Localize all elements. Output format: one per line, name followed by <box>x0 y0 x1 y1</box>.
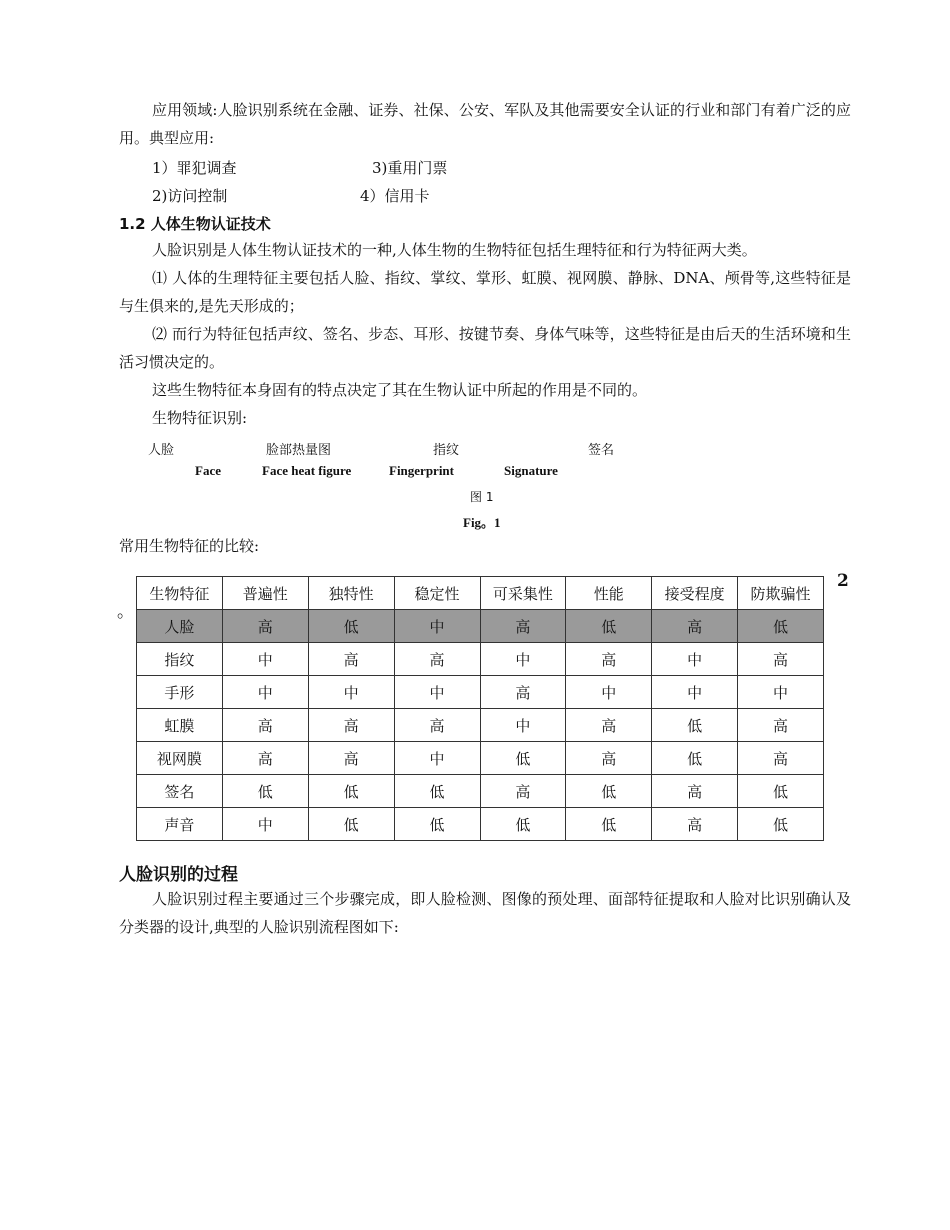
table-cell: 低 <box>652 709 738 742</box>
table-cell: 中 <box>394 610 480 643</box>
table-cell: 低 <box>480 742 566 775</box>
table-cell: 中 <box>222 808 308 841</box>
table-cell: 中 <box>394 676 480 709</box>
table-header-cell: 性能 <box>566 577 652 610</box>
figure-label-signature-en: Signature <box>504 463 558 478</box>
table-cell: 低 <box>566 610 652 643</box>
table-cell: 低 <box>652 742 738 775</box>
table-cell: 高 <box>222 709 308 742</box>
table-cell: 高 <box>480 610 566 643</box>
figure-label-heat-en: Face heat figure <box>262 463 352 478</box>
figure-label-heat-cn: 脸部热量图 <box>266 443 332 458</box>
table-cell: 签名 <box>137 775 223 808</box>
app-item-3: 3)重用门票 <box>372 159 448 177</box>
table-cell: 高 <box>308 709 394 742</box>
table-header-row <box>137 577 824 610</box>
section-paragraph-3: ⑵ 而行为特征包括声纹、签名、步态、耳形、按键节奏、身体气味等，这些特征是由后天的生活环境和生活习惯决定的。 <box>119 325 851 371</box>
table-cell: 中 <box>738 676 824 709</box>
table-cell: 高 <box>480 775 566 808</box>
table-cell: 中 <box>394 742 480 775</box>
comparison-intro: 常用生物特征的比较: <box>119 537 260 555</box>
table-cell: 高 <box>738 709 824 742</box>
process-title: 人脸识别的过程 <box>119 865 238 885</box>
table-cell: 高 <box>222 610 308 643</box>
section-1-2-title: 1.2 人体生物认证技术 <box>119 215 271 233</box>
figure-label-fingerprint-cn: 指纹 <box>433 443 460 458</box>
table-cell: 高 <box>222 742 308 775</box>
biometric-comparison-table <box>136 576 824 841</box>
table-cell: 高 <box>308 643 394 676</box>
table-cell: 低 <box>738 610 824 643</box>
figure-caption-cn: 图 1 <box>470 490 494 504</box>
section-paragraph-5: 生物特征识别: <box>152 409 248 427</box>
app-item-2: 2)访问控制 <box>152 187 228 205</box>
figure-label-face-en: Face <box>195 463 221 478</box>
table-row-fingerprint <box>137 643 824 676</box>
table-cell: 中 <box>308 676 394 709</box>
table-cell: 高 <box>652 610 738 643</box>
table-header-cell: 防欺骗性 <box>738 577 824 610</box>
table-row-face <box>137 610 824 643</box>
figure-label-signature-cn: 签名 <box>588 443 615 458</box>
table-cell: 高 <box>308 742 394 775</box>
table-row-iris <box>137 709 824 742</box>
table-cell: 高 <box>652 775 738 808</box>
table-cell: 手形 <box>137 676 223 709</box>
table-cell: 高 <box>652 808 738 841</box>
table-header-cell: 稳定性 <box>394 577 480 610</box>
table-header-cell: 独特性 <box>308 577 394 610</box>
table-cell: 低 <box>566 808 652 841</box>
table-cell: 中 <box>566 676 652 709</box>
table-cell: 指纹 <box>137 643 223 676</box>
table-cell: 高 <box>566 709 652 742</box>
table-cell: 声音 <box>137 808 223 841</box>
table-cell: 中 <box>222 643 308 676</box>
table-cell: 中 <box>480 643 566 676</box>
table-header-cell: 接受程度 <box>652 577 738 610</box>
app-item-4: 4）信用卡 <box>360 187 430 205</box>
stray-mark-left: 。 <box>117 602 134 622</box>
table-cell: 低 <box>394 775 480 808</box>
table-cell: 中 <box>222 676 308 709</box>
table-row-hand <box>137 676 824 709</box>
figure-label-face-cn: 人脸 <box>148 443 175 458</box>
table-cell: 低 <box>394 808 480 841</box>
application-paragraph: 应用领域:人脸识别系统在金融、证券、社保、公安、军队及其他需要安全认证的行业和部门有着广泛的应用。典型应用: <box>119 101 851 147</box>
table-cell: 低 <box>566 775 652 808</box>
figure-caption-en: Fig。1 <box>463 515 501 530</box>
table-header-cell: 生物特征 <box>137 577 223 610</box>
stray-mark-right: 2 <box>837 571 849 591</box>
table-cell: 中 <box>652 676 738 709</box>
table-cell: 人脸 <box>137 610 223 643</box>
table-row-voice <box>137 808 824 841</box>
table-cell: 低 <box>222 775 308 808</box>
table-cell: 低 <box>308 808 394 841</box>
table-cell: 高 <box>480 676 566 709</box>
table-cell: 虹膜 <box>137 709 223 742</box>
table-cell: 高 <box>566 643 652 676</box>
section-paragraph-1: 人脸识别是人体生物认证技术的一种,人体生物的生物特征包括生理特征和行为特征两大类。 <box>152 241 757 259</box>
table-header-cell: 可采集性 <box>480 577 566 610</box>
section-paragraph-4: 这些生物特征本身固有的特点决定了其在生物认证中所起的作用是不同的。 <box>152 381 648 399</box>
table-row-signature <box>137 775 824 808</box>
table-cell: 低 <box>738 775 824 808</box>
figure-label-fingerprint-en: Fingerprint <box>389 463 454 478</box>
table-cell: 中 <box>652 643 738 676</box>
table-cell: 低 <box>308 775 394 808</box>
table-cell: 高 <box>566 742 652 775</box>
table-header-cell: 普遍性 <box>222 577 308 610</box>
table-cell: 低 <box>308 610 394 643</box>
table-cell: 低 <box>480 808 566 841</box>
table-cell: 低 <box>738 808 824 841</box>
table-cell: 高 <box>394 643 480 676</box>
table-cell: 高 <box>738 742 824 775</box>
section-paragraph-2: ⑴ 人体的生理特征主要包括人脸、指纹、掌纹、掌形、虹膜、视网膜、静脉、DNA、颅骨等,这些特征是与生俱来的,是先天形成的； <box>119 269 851 315</box>
table-cell: 视网膜 <box>137 742 223 775</box>
table-cell: 高 <box>394 709 480 742</box>
table-cell: 高 <box>738 643 824 676</box>
process-paragraph: 人脸识别过程主要通过三个步骤完成，即人脸检测、图像的预处理、面部特征提取和人脸对比识别确认及分类器的设计,典型的人脸识别流程图如下: <box>119 890 851 936</box>
app-item-1: 1）罪犯调查 <box>152 159 237 177</box>
table-cell: 中 <box>480 709 566 742</box>
table-row-retina <box>137 742 824 775</box>
